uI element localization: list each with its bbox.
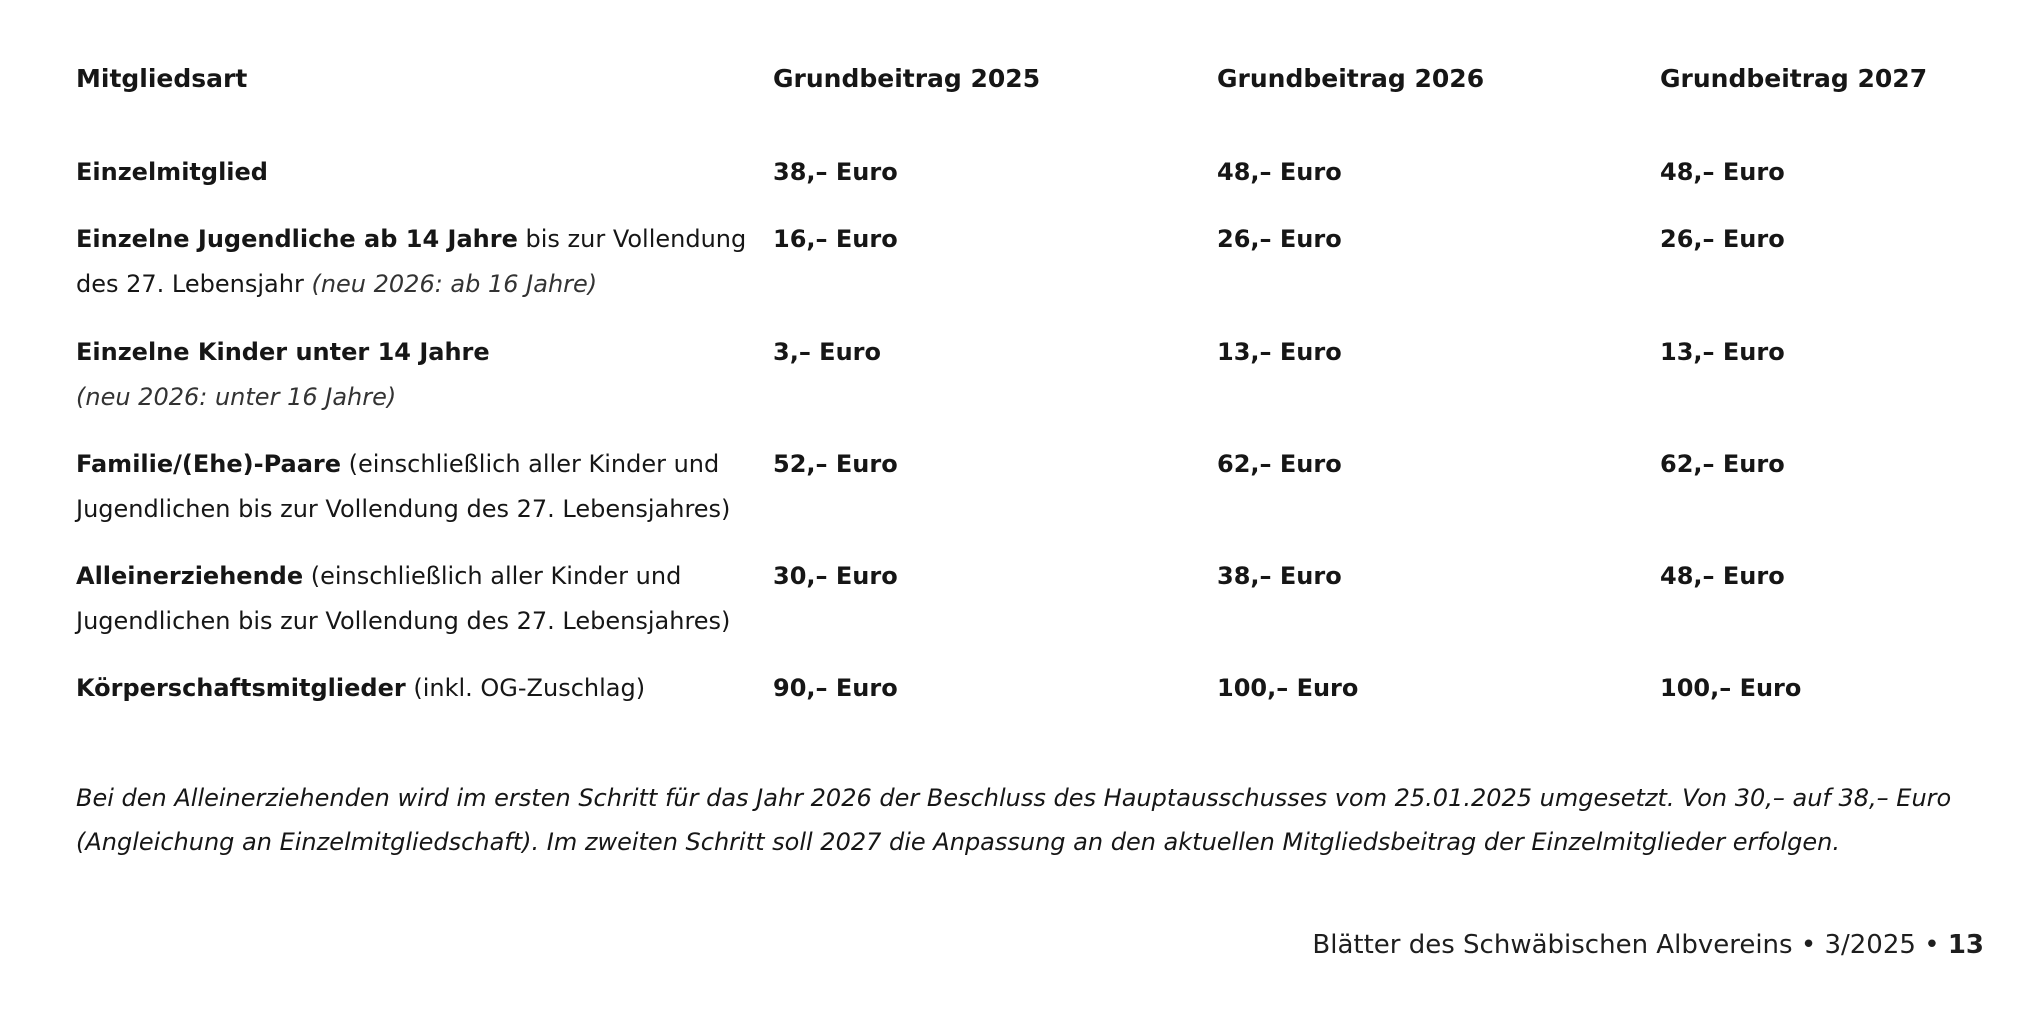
fee-2025-cell: 90,– Euro [773,674,898,702]
membership-type-cell [76,666,645,711]
membership-type-detail: (inkl. OG-Zuschlag) [405,674,646,702]
footnote-line: (Angleichung an Einzelmitgliedschaft). Im zweiten Schritt soll 2027 die Anpassung an den aktuellen Mitgliedsbeitrag der Einzelmitglieder erfolgen. [76,828,1840,856]
header-membership-type: Mitgliedsart [76,64,248,93]
fee-2025-cell: 52,– Euro [773,450,898,478]
membership-type-detail-line2: des 27. Lebensjahr [76,270,312,298]
membership-type-name: Einzelne Kinder unter 14 Jahre [76,338,490,366]
membership-type-detail: (einschließlich aller Kinder und [303,562,682,590]
membership-type-name: Einzelne Jugendliche ab 14 Jahre [76,225,518,253]
membership-type-cell [76,330,490,420]
footnote [76,776,1956,864]
footnote-line: Bei den Alleinerziehenden wird im ersten Schritt für das Jahr 2026 der Beschluss des Hauptausschusses vom 25.01.2025 umgesetzt. Von 30,– auf 38,– Euro [76,784,1952,812]
membership-type-detail-line2: Jugendlichen bis zur Vollendung des 27. Lebensjahres) [76,607,731,635]
fee-2026-cell: 100,– Euro [1217,674,1359,702]
membership-type-name: Alleinerziehende [76,562,304,590]
fee-2026-cell: 48,– Euro [1217,158,1342,186]
membership-type-note: (neu 2026: ab 16 Jahre) [311,270,598,298]
header-fee-2025: Grundbeitrag 2025 [773,64,1041,93]
footer-separator: • [1915,930,1948,960]
membership-type-name: Familie/(Ehe)-Paare [76,450,342,478]
issue-number: 3/2025 [1824,930,1916,960]
fee-2027-cell: 62,– Euro [1660,450,1785,478]
fee-2026-cell: 13,– Euro [1217,338,1342,366]
fee-2025-cell: 30,– Euro [773,562,898,590]
membership-type-cell [76,217,746,307]
fee-2026-cell: 62,– Euro [1217,450,1342,478]
fee-2025-cell: 16,– Euro [773,225,898,253]
membership-type-cell [76,442,730,532]
fee-2027-cell: 48,– Euro [1660,562,1785,590]
membership-type-name: Einzelmitglied [76,158,268,186]
fee-2026-cell: 38,– Euro [1217,562,1342,590]
fee-2026-cell: 26,– Euro [1217,225,1342,253]
membership-type-cell [76,554,730,644]
membership-type-cell [76,150,268,195]
fee-2027-cell: 13,– Euro [1660,338,1785,366]
fee-2027-cell: 26,– Euro [1660,225,1785,253]
membership-type-name: Körperschaftsmitglieder [76,674,406,702]
table-header [0,64,2030,104]
fee-2027-cell: 48,– Euro [1660,158,1785,186]
membership-type-note: (neu 2026: unter 16 Jahre) [76,383,397,411]
page-footer [1312,930,1984,960]
membership-type-detail: bis zur Vollendung [517,225,747,253]
membership-type-detail: (einschließlich aller Kinder und [341,450,720,478]
header-fee-2027: Grundbeitrag 2027 [1660,64,1928,93]
fee-2025-cell: 3,– Euro [773,338,881,366]
footer-separator: • [1792,930,1825,960]
page-number: 13 [1947,930,1984,960]
fee-2027-cell: 100,– Euro [1660,674,1802,702]
publication-name: Blätter des Schwäbischen Albvereins [1312,930,1793,960]
header-fee-2026: Grundbeitrag 2026 [1217,64,1485,93]
membership-type-detail-line2: Jugendlichen bis zur Vollendung des 27. Lebensjahres) [76,495,731,523]
fee-2025-cell: 38,– Euro [773,158,898,186]
